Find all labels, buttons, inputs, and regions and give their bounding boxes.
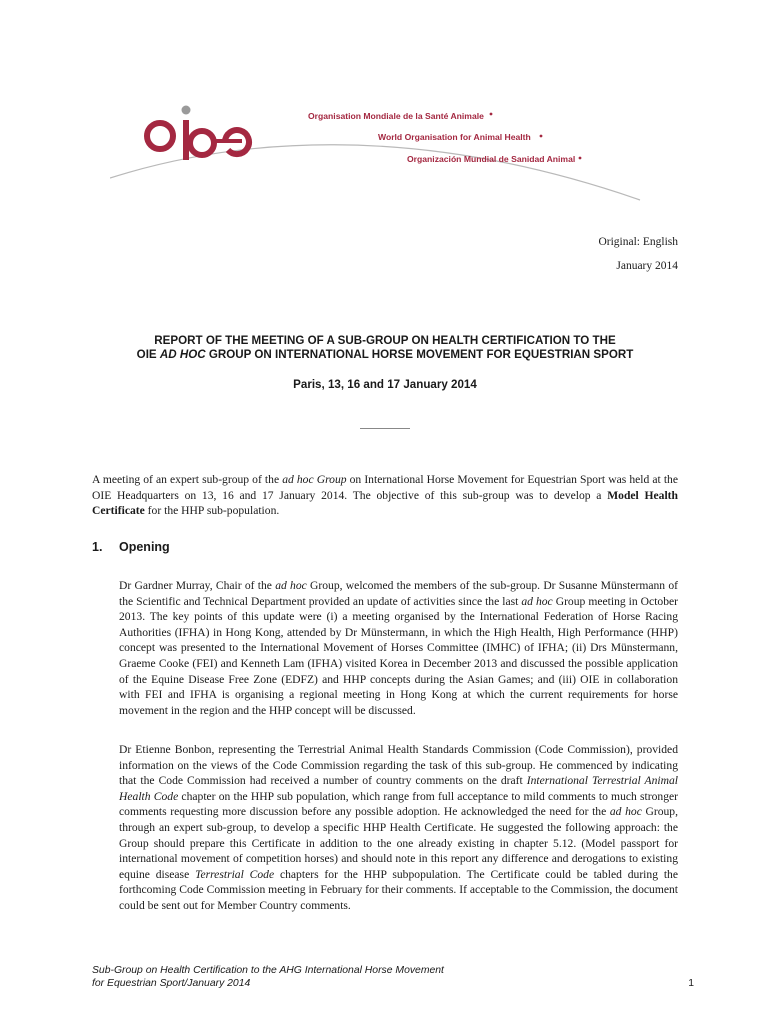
page-footer [92,965,444,990]
report-title-line2: OIE AD HOC GROUP ON INTERNATIONAL HORSE MOVEMENT FOR EQUESTRIAN SPORT [136,348,634,361]
oie-logo [110,100,670,210]
org-name-fr: Organisation Mondiale de la Santé Animale [308,111,484,121]
document-date: January 2014 [616,260,678,272]
org-name-en: World Organisation for Animal Health [378,132,531,142]
footer-line-1: Sub-Group on Health Certification to the AHG International Horse Movement [92,965,444,976]
org-name-es: Organización Mundial de Sanidad Animal [407,154,576,164]
opening-paragraph-1: Dr Gardner Murray, Chair of the ad hoc Group, welcomed the members of the sub-group. Dr Susanne Münstermann of the Scientific and Technical Department provided an update of activities since the last ad hoc Group meeting in October 2013. The key points of this update were (i) a meeting organised by the International Federation of Horse Racing Authorities (IFHA) in Hong Kong, attended by Dr Münstermann, in which the High Health, High Performance (HHP) concept was presented to the International Movement of Horses Committee (IMHC) of IFHA; (ii) Drs Münstermann, Graeme Cooke (FEI) and Kenneth Lam (IFHA) visited Korea in December 2013 and discussed the possible application of the Equine Disease Free Zone (EDFZ) and HHP concepts during the Asian Games; and (iii) OIE in collaboration with FEI and IFHA is organising a regional meeting in Hong Kong at which the current requirements for horse movement in the region and the HHP concept will be discussed. [119,579,679,717]
section-heading-opening: 1. Opening [92,540,170,554]
footer-line-2: for Equestrian Sport/January 2014 [92,977,251,989]
page-number: 1 [688,978,694,989]
opening-paragraph-2: Dr Etienne Bonbon, representing the Terrestrial Animal Health Standards Commission (Code Commission), provided information on the views of the Code Commission regarding the task of this sub-group. He commenced by indicating that the Code Commission had received a number of country comments on the draft International Terrestrial Animal Health Code chapter on the HHP sub population, which range from full acceptance to mild comments to much stronger comments requesting more discussion before any possible adoption. He acknowledged the need for the ad hoc Group, through an expert sub-group, to develop a specific HHP Health Certificate. He suggested the following approach: the Group should prepare this Certificate in addition to the one already existing in chapter 5.12. (Model passport for international movement of competition horses) and should note in this report any difference and derogations to existing equine disease Terrestrial Code chapters for the HHP subpopulation. The Certificate could be tabled during the forthcoming Code Commission meeting in February for their comments. If acceptable to the Commission, the document could be sent out for Member Country comments. [119,743,679,912]
title-divider [360,428,410,429]
intro-paragraph: A meeting of an expert sub-group of the ad hoc Group on International Horse Movement for Equestrian Sport was held at the OIE Headquarters on 13, 16 and 17 January 2014. The objective of this sub-group was to develop a Model Health Certificate for the HHP sub-population. [92,473,678,518]
original-language: Original: English [598,236,678,248]
report-title-line1: REPORT OF THE MEETING OF A SUB-GROUP ON HEALTH CERTIFICATION TO THE [154,334,616,347]
report-subtitle: Paris, 13, 16 and 17 January 2014 [293,378,477,391]
